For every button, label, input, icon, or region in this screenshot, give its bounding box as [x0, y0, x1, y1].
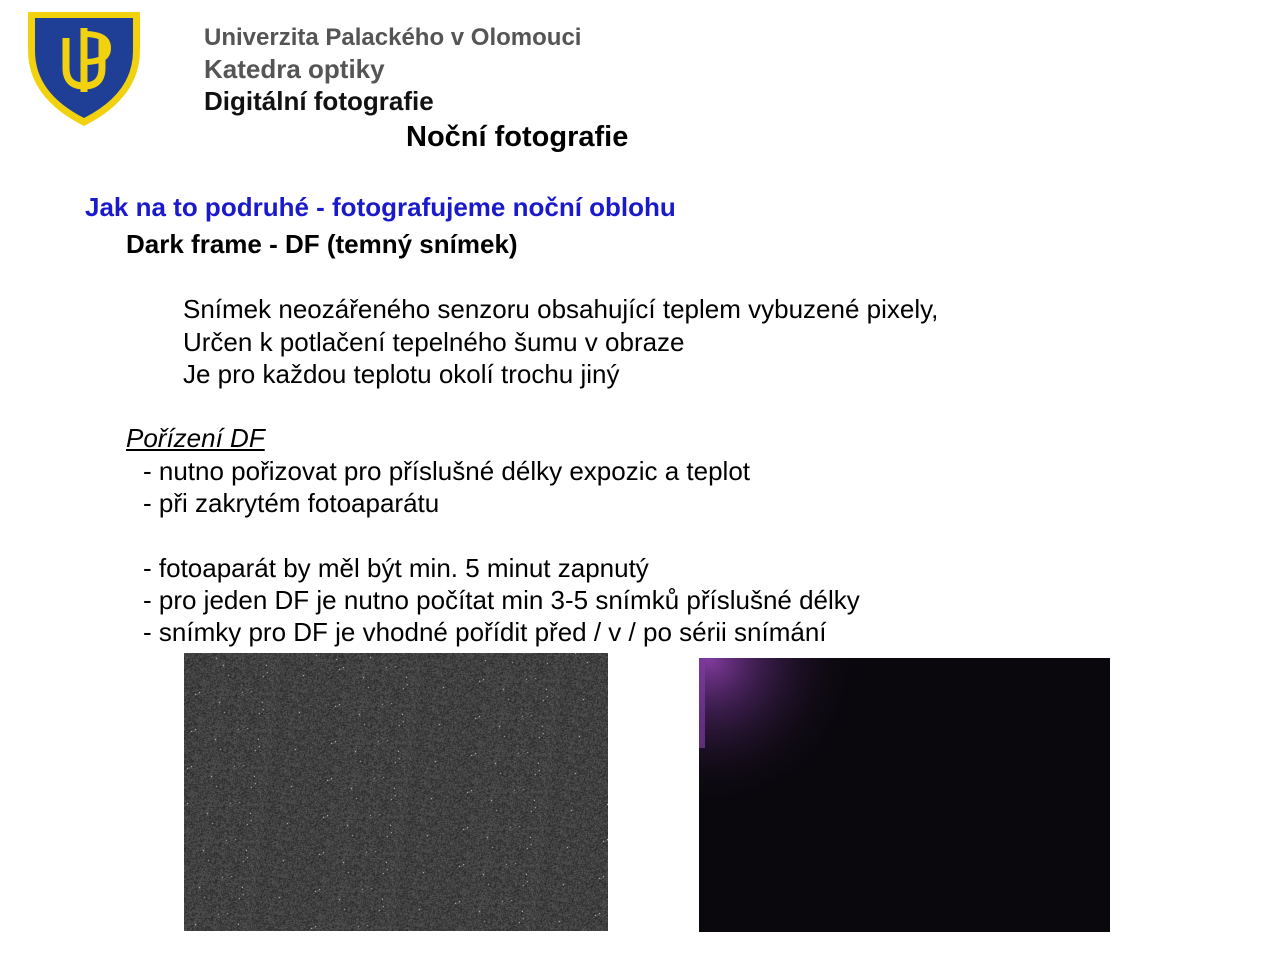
dark-frame-noise-image — [184, 653, 608, 931]
description-line: Je pro každou teplotu okolí trochu jiný — [183, 359, 620, 389]
department-name: Katedra optiky — [204, 54, 385, 84]
list-item: - snímky pro DF je vhodné pořídit před / v / po sérii snímání — [143, 617, 827, 647]
acquisition-list — [143, 455, 750, 519]
list-item: - fotoaparát by měl být min. 5 minut zapnutý — [143, 553, 649, 583]
tips-list — [143, 552, 860, 648]
purple-glow-image — [699, 658, 1110, 932]
acquisition-heading: Pořízení DF — [126, 423, 265, 453]
course-name: Digitální fotografie — [204, 86, 434, 116]
university-logo — [26, 10, 142, 128]
description-block — [183, 293, 938, 391]
slide-title: Noční fotografie — [406, 121, 629, 153]
noise-canvas — [184, 653, 608, 931]
description-line: Určen k potlačení tepelného šumu v obraze — [183, 326, 685, 357]
subheading: Dark frame - DF (temný snímek) — [126, 229, 518, 259]
list-item: - pro jeden DF je nutno počítat min 3-5 snímků příslušné délky — [143, 585, 860, 615]
description-line: Snímek neozářeného senzoru obsahující teplem vybuzené pixely, — [183, 294, 939, 324]
university-name: Univerzita Palackého v Olomouci — [204, 24, 582, 51]
list-item: - při zakrytém fotoaparátu — [143, 488, 440, 518]
night-sky-dark-image — [699, 658, 1110, 932]
section-heading: Jak na to podruhé - fotografujeme noční oblohu — [85, 192, 676, 222]
university-crest-icon — [26, 10, 142, 128]
list-item: - nutno pořizovat pro příslušné délky expozic a teplot — [143, 456, 751, 486]
